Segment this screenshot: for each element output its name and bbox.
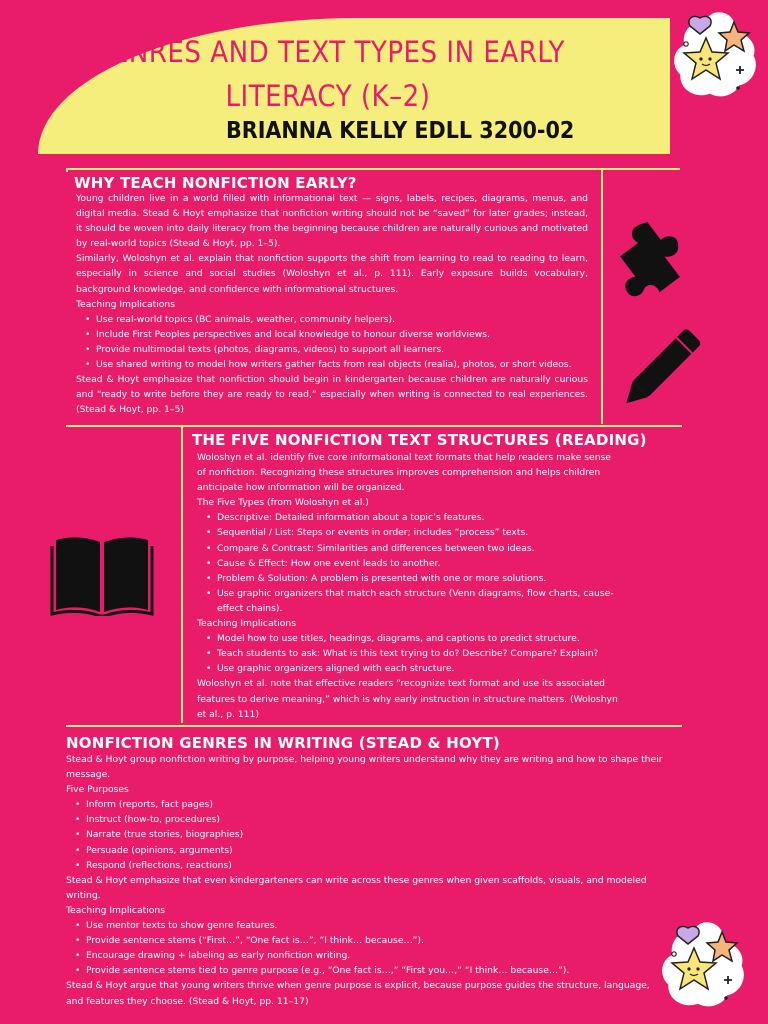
list-item: • Use graphic organizers that match each structure (Venn diagrams, flow charts, cause-effect chains).: [197, 586, 622, 616]
list-item: • Provide sentence stems (“First…”, “One fact is…”, “I think… because…”).: [66, 933, 666, 948]
list-item: • Persuade (opinions, arguments): [66, 843, 666, 858]
section3-body: [66, 752, 666, 1009]
section2-heading: THE FIVE NONFICTION TEXT STRUCTURES (READING): [192, 431, 647, 449]
section1-paragraph-2: Similarly, Woloshyn et al. explain that nonfiction supports the shift from learning to read to reading to learn, especially in science and social studies (Woloshyn et al., p. 111). Early exposure builds vocabulary, background knowledge, and confidence with informational structures.: [76, 253, 588, 295]
section2-types-label: The Five Types (from Woloshyn et al.): [197, 497, 369, 509]
star-heart-sticker-icon: [672, 8, 760, 98]
section3-purposes-list: [66, 797, 666, 872]
section3-paragraph-3: Stead & Hoyt argue that young writers thrive when genre purpose is explicit, because purpose guides the structure, language, and features they choose. (Stead & Hoyt, pp. 11–17): [66, 980, 650, 1007]
section2-body: [197, 450, 622, 722]
list-item: • Compare & Contrast: Similarities and differences between two ideas.: [197, 541, 622, 556]
open-book-icon: [50, 532, 154, 616]
list-item: • Respond (reflections, reactions): [66, 858, 666, 873]
list-item: • Cause & Effect: How one event leads to another.: [197, 556, 622, 571]
section2-bullet-list: [197, 631, 622, 676]
section3-bullet-list: [66, 918, 666, 978]
section2-implications-label: Teaching Implications: [197, 618, 296, 630]
list-item: • Use mentor texts to show genre features.: [66, 918, 666, 933]
author-line: BRIANNA KELLY EDLL 3200-02: [226, 118, 575, 144]
list-item: • Narrate (true stories, biographies): [66, 827, 666, 842]
section1-implications-label: Teaching Implications: [76, 298, 175, 310]
list-item: • Use real-world topics (BC animals, weather, community helpers).: [76, 312, 588, 327]
section3-implications-label: Teaching Implications: [66, 904, 165, 916]
list-item: • Sequential / List: Steps or events in order; includes “process” texts.: [197, 525, 622, 540]
puzzle-piece-icon: [612, 212, 708, 308]
section1-divider-rule: [601, 168, 603, 424]
section1-left-rule: [66, 168, 68, 172]
list-item: • Inform (reports, fact pages): [66, 797, 666, 812]
list-item: • Include First Peoples perspectives and local knowledge to honour diverse worldviews.: [76, 327, 588, 342]
section2-left-rule: [181, 425, 183, 723]
list-item: • Provide multimodal texts (photos, diagrams, videos) to support all learners.: [76, 342, 588, 357]
list-item: • Encourage drawing + labeling as early nonfiction writing.: [66, 948, 666, 963]
section2-types-list: [197, 510, 622, 616]
list-item: • Problem & Solution: A problem is presented with one or more solutions.: [197, 571, 622, 586]
section3-paragraph-2: Stead & Hoyt emphasize that even kindergarteners can write across these genres when given scaffolds, visuals, and modeled writing.: [66, 874, 647, 901]
list-item: • Model how to use titles, headings, diagrams, and captions to predict structure.: [197, 631, 622, 646]
list-item: • Use graphic organizers aligned with each structure.: [197, 661, 622, 676]
section1-top-rule: [66, 168, 680, 170]
page-title: GENRES AND TEXT TYPES IN EARLY LITERACY (K–2): [91, 35, 565, 113]
list-item: • Instruct (how-to, procedures): [66, 812, 666, 827]
star-heart-sticker-icon: [660, 918, 748, 1008]
list-item: • Descriptive: Detailed information about a topic’s features.: [197, 510, 622, 525]
section1-body: [76, 191, 588, 417]
section2-top-rule: [66, 425, 682, 427]
section1-paragraph-3: Stead & Hoyt emphasize that nonfiction should begin in kindergarten because children are naturally curious and “ready to write before they are ready to read,” especially when writing is connected to real experiences. (Stead & Hoyt, pp. 1–5): [76, 374, 588, 416]
section2-paragraph-1: Woloshyn et al. identify five core informational text formats that help readers make sense of nonfiction. Recognizing these structures improves comprehension and helps children anticipate how information will be organized.: [197, 452, 611, 494]
list-item: • Provide sentence stems tied to genre purpose (e.g., “One fact is…,” “First you…,” “I think… because…”).: [66, 963, 666, 978]
list-item: • Teach students to ask: What is this text trying to do? Describe? Compare? Explain?: [197, 646, 622, 661]
section3-paragraph-1: Stead & Hoyt group nonfiction writing by purpose, helping young writers understand why they are writing and how to shape their message.: [66, 754, 663, 781]
section1-bullet-list: [76, 312, 588, 372]
section1-heading: WHY TEACH NONFICTION EARLY?: [74, 174, 357, 192]
list-item: • Use shared writing to model how writers gather facts from real objects (realia), photos, or short videos.: [76, 357, 588, 372]
section2-paragraph-2: Woloshyn et al. note that effective readers “recognize text format and use its associated features to derive meaning,” which is why early instruction in structure matters. (Woloshyn et al., p. 111): [197, 678, 618, 720]
pencil-icon: [610, 318, 716, 418]
section3-purposes-label: Five Purposes: [66, 784, 129, 796]
section3-top-rule: [66, 725, 682, 727]
section3-heading: NONFICTION GENRES IN WRITING (STEAD & HOYT): [66, 734, 500, 752]
section1-paragraph-1: Young children live in a world filled with informational text — signs, labels, recipes, diagrams, menus, and digital media. Stead & Hoyt emphasize that nonfiction writing should not be “saved” for later grades; instead, it should be woven into daily literacy from the beginning because children are naturally curious and motivated by real-world topics (Stead & Hoyt, pp. 1–5).: [76, 193, 588, 250]
